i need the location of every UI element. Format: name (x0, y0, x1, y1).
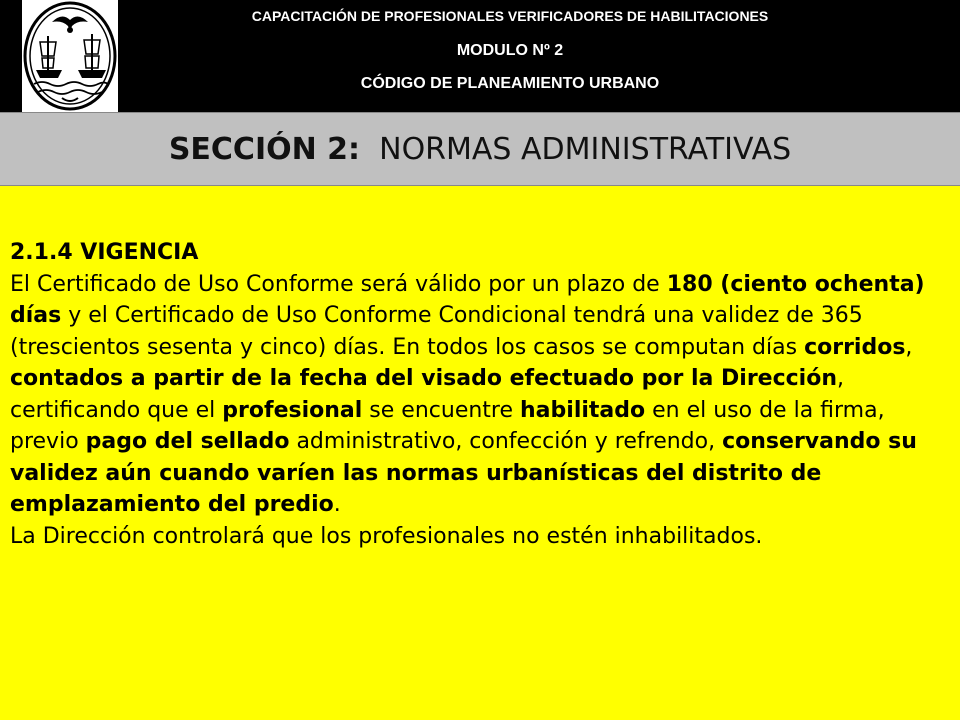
section-name: NORMAS ADMINISTRATIVAS (379, 132, 792, 167)
module-number: MODULO Nº 2 (456, 42, 564, 59)
header-bar (0, 0, 960, 112)
text-run: . (333, 492, 341, 517)
text-run: El Certificado de Uso Conforme será válido por un plazo de (10, 271, 667, 297)
article-text (10, 237, 950, 552)
module-subject: CÓDIGO DE PLANEAMIENTO URBANO (360, 75, 660, 92)
bold-run: pago del sellado (85, 429, 290, 454)
text-run: administrativo, confección y refrendo, (289, 429, 723, 454)
article-paragraph (10, 269, 950, 521)
section-band (0, 112, 960, 186)
content-panel (0, 186, 960, 720)
bold-run: corridos (804, 334, 906, 360)
bold-run: 180 (ciento ochenta) días (10, 271, 925, 328)
text-run: en el uso de la firma, previo (10, 397, 885, 454)
city-seal-logo (22, 0, 118, 112)
bold-run: profesional (222, 397, 363, 423)
text-run: se encuentre (362, 397, 521, 423)
article-heading: 2.1.4 VIGENCIA (10, 240, 199, 265)
bold-run: conservando su validez aún cuando varíen las normas urbanísticas del distrito de emplazamiento del predio (10, 429, 917, 517)
text-run: , certificando que el (10, 366, 844, 423)
bold-run: habilitado (520, 397, 646, 423)
course-title: CAPACITACIÓN DE PROFESIONALES VERIFICADORES DE HABILITACIONES (251, 8, 769, 24)
section-prefix: SECCIÓN 2: (168, 132, 361, 167)
text-run: y el Certificado de Uso Conforme Condicional tendrá una validez de 365 (trescientos sesenta y cinco) días. En todos los casos se computan días (10, 303, 863, 360)
text-run: , (905, 334, 913, 360)
bold-run: contados a partir de la fecha del visado efectuado por la Dirección (10, 366, 837, 391)
section-title (0, 132, 960, 167)
article-closing-line: La Dirección controlará que los profesionales no estén inhabilitados. (10, 523, 763, 549)
buenos-aires-city-seal-icon (22, 0, 118, 112)
